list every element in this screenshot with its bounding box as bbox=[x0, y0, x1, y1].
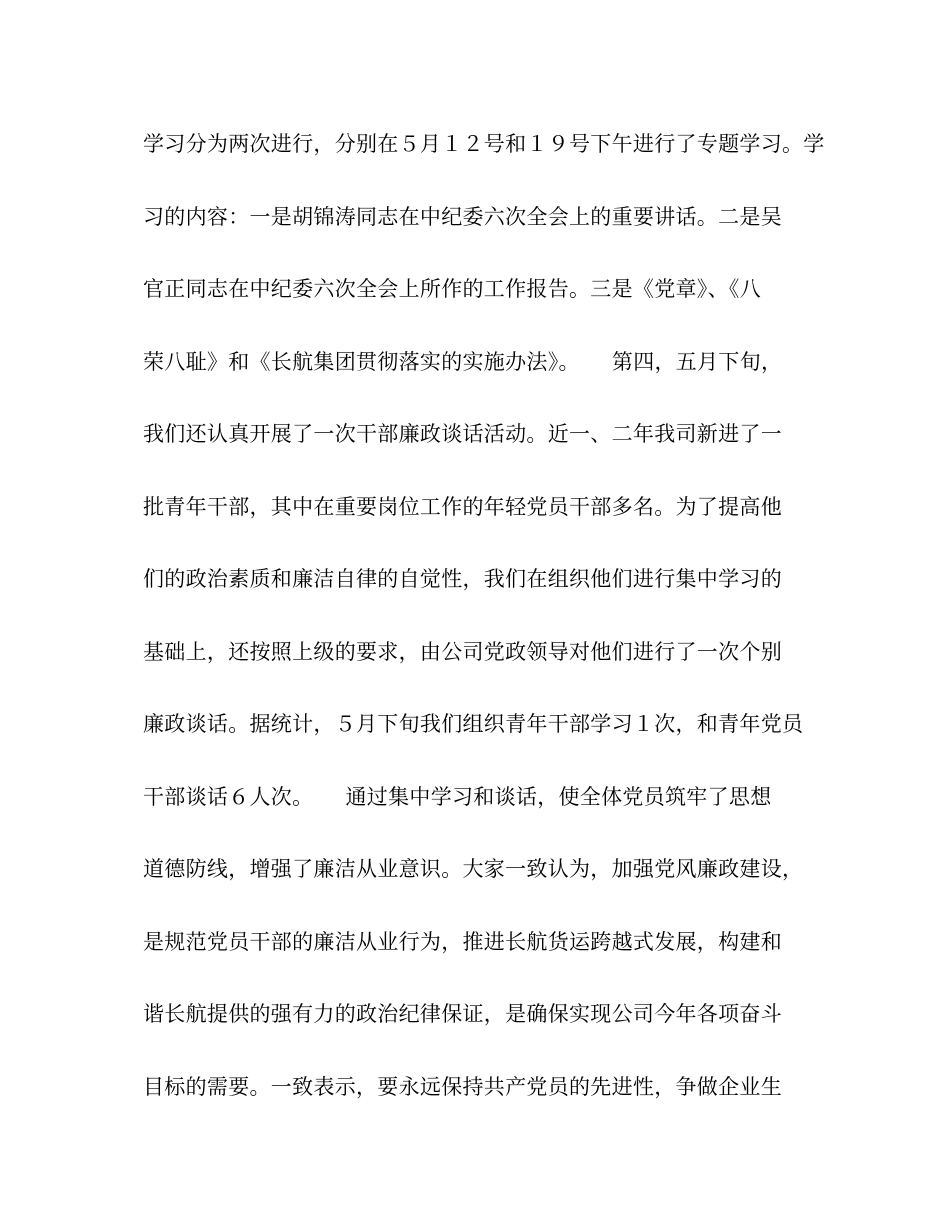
text-line-2: 习的内容：一是胡锦涛同志在中纪委六次全会上的重要讲话。二是吴 bbox=[143, 204, 782, 229]
text-line-3: 官正同志在中纪委六次全会上所作的工作报告。三是《党章》、《八 bbox=[143, 277, 761, 301]
text-line-9: 廉政谈话。据统计，５月下旬我们组织青年干部学习１次，和青年党员 bbox=[143, 712, 804, 736]
text-line-13: 谐长航提供的强有力的政治纪律保证，是确保实现公司今年各项奋斗 bbox=[143, 1002, 782, 1026]
text-line-8: 基础上，还按照上级的要求，由公司党政领导对他们进行了一次个别 bbox=[143, 639, 782, 664]
text-line-14: 目标的需要。一致表示，要永远保持共产党员的先进性，争做企业生 bbox=[143, 1074, 782, 1099]
body-text bbox=[143, 122, 823, 1137]
text-line-5: 我们还认真开展了一次干部廉政谈话活动。近一、二年我司新进了一 bbox=[143, 422, 782, 446]
text-line-7: 们的政治素质和廉洁自律的自觉性，我们在组织他们进行集中学习的 bbox=[143, 567, 782, 591]
text-line-4: 荣八耻》和《长航集团贯彻落实的实施办法》。 第四，五月下旬， bbox=[143, 349, 783, 374]
text-line-11: 道德防线，增强了廉洁从业意识。大家一致认为，加强党风廉政建设， bbox=[143, 857, 804, 881]
text-line-6: 批青年干部，其中在重要岗位工作的年轻党员干部多名。为了提高他 bbox=[143, 494, 782, 519]
text-line-10: 干部谈话６人次。 通过集中学习和谈话，使全体党员筑牢了思想 bbox=[143, 784, 772, 809]
text-line-12: 是规范党员干部的廉洁从业行为，推进长航货运跨越式发展，构建和 bbox=[143, 929, 782, 954]
text-line-1: 学习分为两次进行，分别在５月１２号和１９号下午进行了专题学习。学 bbox=[143, 132, 825, 156]
